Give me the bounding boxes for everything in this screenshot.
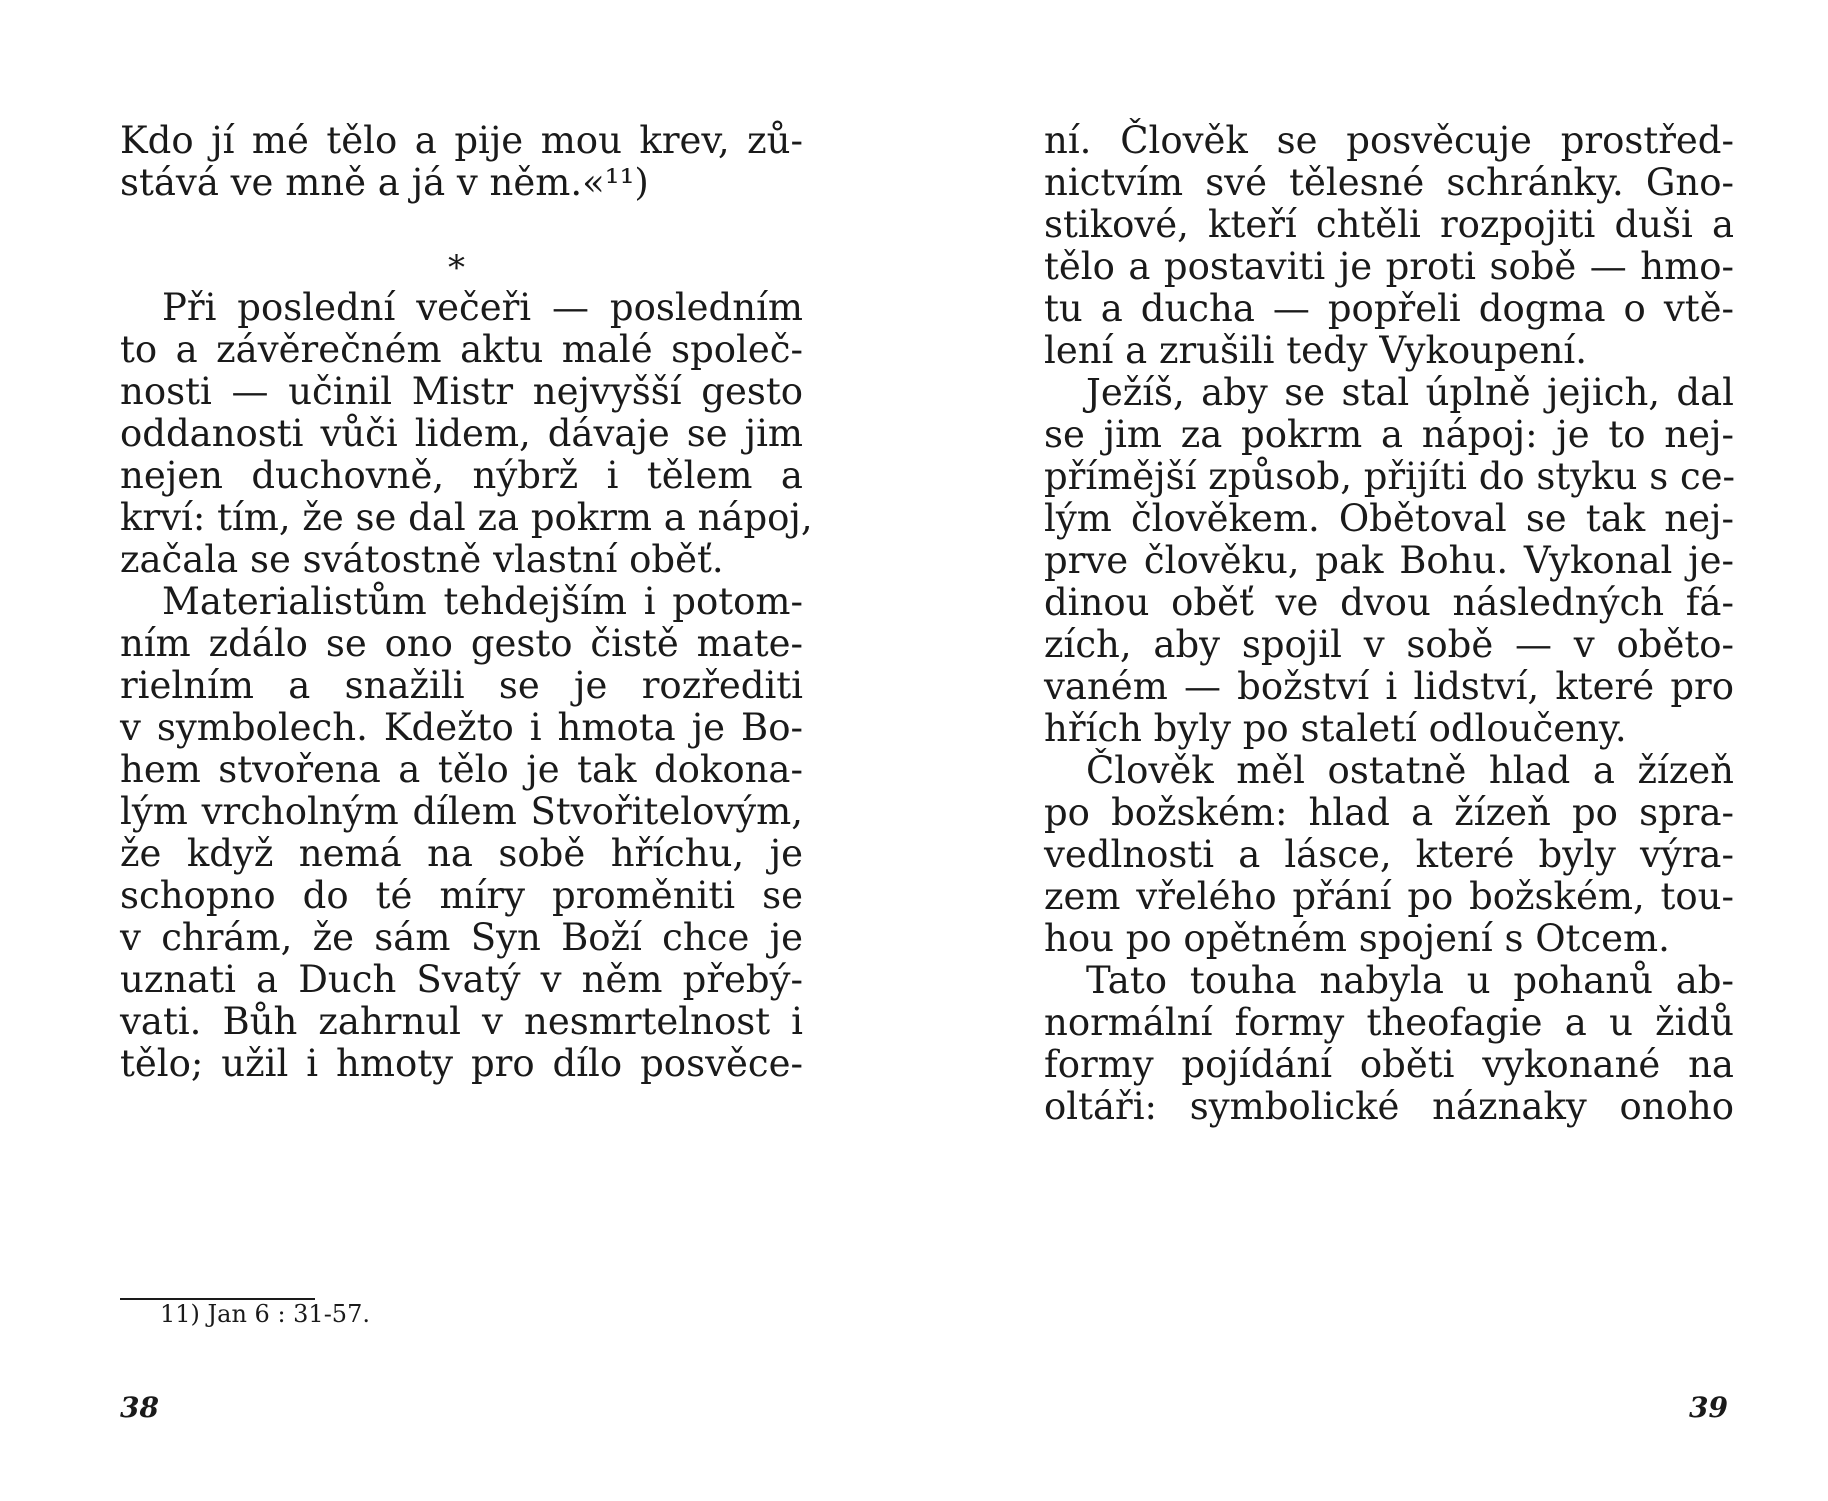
text-line: uznati a Duch Svatý v něm přebý- xyxy=(120,958,803,1001)
text-line: formy pojídání oběti vykonané na xyxy=(1044,1043,1734,1086)
text-line: rielním a snažili se je rozřediti xyxy=(120,664,803,707)
text-line: stává ve mně a já v něm.«¹¹) xyxy=(120,161,649,204)
text-line: tělo a postaviti je proti sobě — hmo- xyxy=(1044,245,1734,288)
text-line: stikové, kteří chtěli rozpojiti duši a xyxy=(1044,203,1734,246)
section-break-asterisk: * xyxy=(448,248,465,288)
text-line: ním zdálo se ono gesto čistě mate- xyxy=(120,622,803,665)
text-line: Tato touha nabyla u pohanů ab- xyxy=(1086,959,1734,1002)
right-page xyxy=(914,0,1828,1501)
text-line: po božském: hlad a žízeň po spra- xyxy=(1044,791,1734,834)
footnote: 11) Jan 6 : 31-57. xyxy=(160,1300,370,1328)
text-line: se jim za pokrm a nápoj: je to nej- xyxy=(1044,413,1734,456)
text-line: to a závěrečném aktu malé společ- xyxy=(120,328,803,371)
text-line: v chrám, že sám Syn Boží chce je xyxy=(120,916,803,959)
text-line: zích, aby spojil v sobě — v oběto- xyxy=(1044,623,1734,666)
text-line: hřích byly po staletí odloučeny. xyxy=(1044,707,1627,750)
text-line: že když nemá na sobě hříchu, je xyxy=(120,832,803,875)
text-line: krví: tím, že se dal za pokrm a nápoj, xyxy=(120,496,813,539)
text-line: vaném — božství i lidství, které pro xyxy=(1044,665,1734,708)
page-number: 38 xyxy=(120,1391,159,1424)
text-line: hem stvořena a tělo je tak dokona- xyxy=(120,748,803,791)
text-line: přímější způsob, přijíti do styku s ce- xyxy=(1044,455,1736,498)
text-line: Při poslední večeři — posledním xyxy=(162,286,803,329)
text-line: prve člověku, pak Bohu. Vykonal je- xyxy=(1044,539,1734,582)
text-line: oltáři: symbolické náznaky onoho xyxy=(1044,1085,1734,1128)
text-line: ní. Člověk se posvěcuje prostřed- xyxy=(1044,119,1734,162)
text-line: Ježíš, aby se stal úplně jejich, dal xyxy=(1086,371,1734,414)
text-line: dinou oběť ve dvou následných fá- xyxy=(1044,581,1734,624)
text-line: tělo; užil i hmoty pro dílo posvěce- xyxy=(120,1042,803,1085)
text-line: vedlnosti a lásce, které byly výra- xyxy=(1044,833,1734,876)
page-number: 39 xyxy=(1689,1391,1728,1424)
text-line: lení a zrušili tedy Vykoupení. xyxy=(1044,329,1588,372)
text-line: lým člověkem. Obětoval se tak nej- xyxy=(1044,497,1734,540)
text-line: oddanosti vůči lidem, dávaje se jim xyxy=(120,412,803,455)
text-line: lým vrcholným dílem Stvořitelovým, xyxy=(120,790,803,833)
text-line: zem vřelého přání po božském, tou- xyxy=(1044,875,1734,918)
text-line: nejen duchovně, nýbrž i tělem a xyxy=(120,454,803,497)
text-line: Materialistům tehdejším i potom- xyxy=(162,580,803,623)
text-line: hou po opětném spojení s Otcem. xyxy=(1044,917,1670,960)
text-line: v symbolech. Kdežto i hmota je Bo- xyxy=(120,706,803,749)
text-line: normální formy theofagie a u židů xyxy=(1044,1001,1734,1044)
text-line: Kdo jí mé tělo a pije mou krev, zů- xyxy=(120,119,803,162)
text-line: vati. Bůh zahrnul v nesmrtelnost i xyxy=(120,1000,803,1043)
text-line: schopno do té míry proměniti se xyxy=(120,874,803,917)
text-line: nosti — učinil Mistr nejvyšší gesto xyxy=(120,370,803,413)
text-line: Člověk měl ostatně hlad a žízeň xyxy=(1086,749,1734,792)
text-line: tu a ducha — popřeli dogma o vtě- xyxy=(1044,287,1734,330)
text-line: nictvím své tělesné schránky. Gno- xyxy=(1044,161,1734,204)
text-line: začala se svátostně vlastní oběť. xyxy=(120,538,724,581)
